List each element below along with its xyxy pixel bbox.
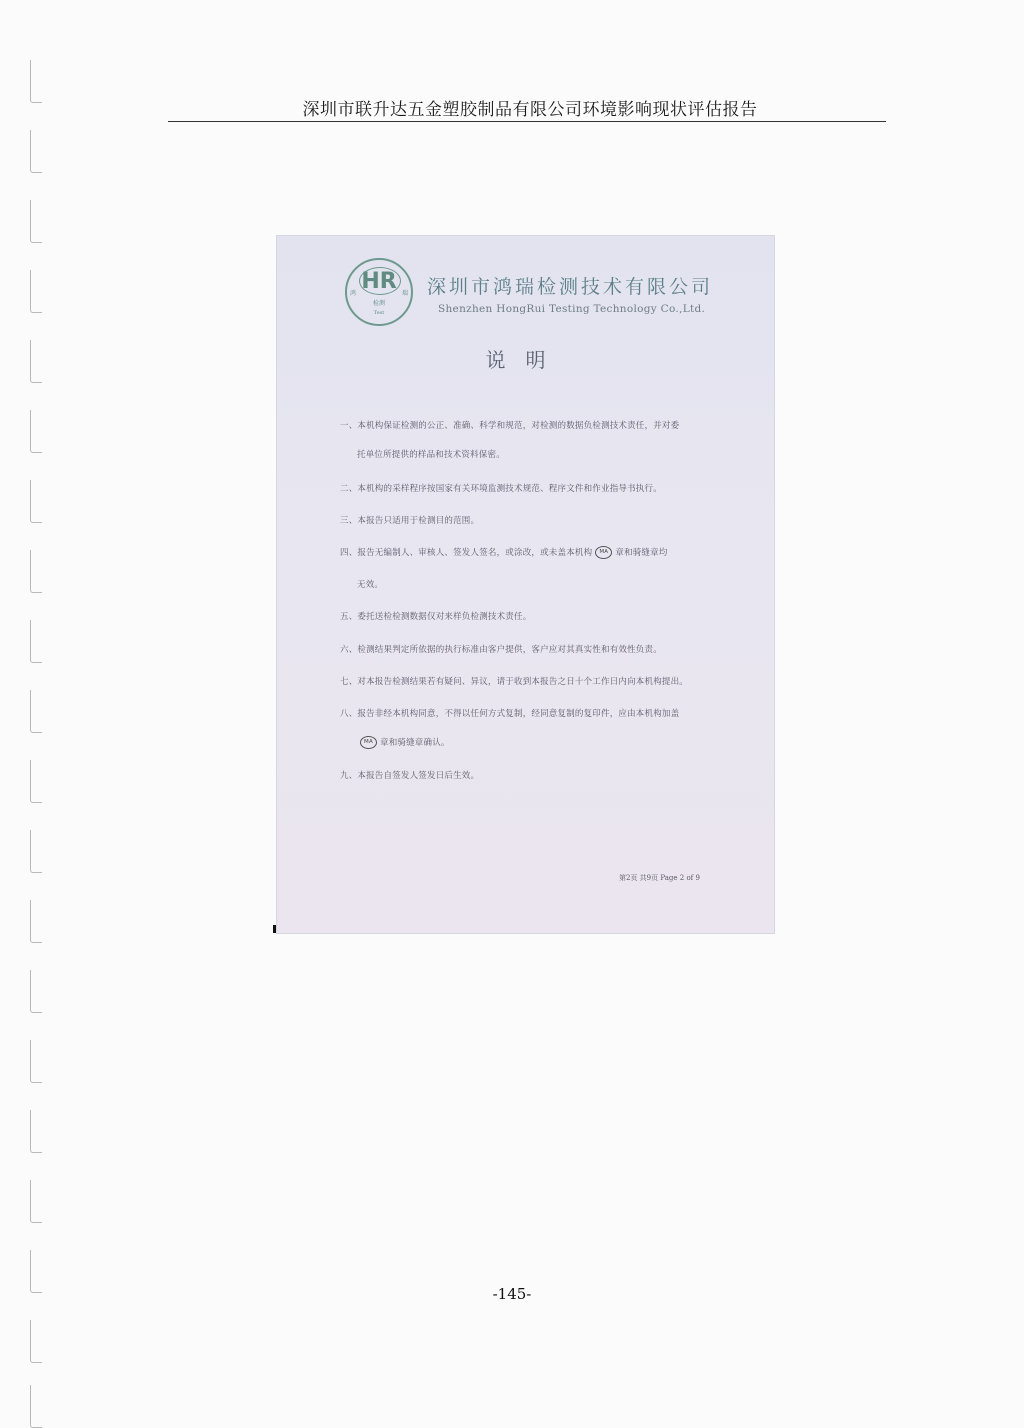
statement-line: 无效。: [357, 580, 384, 590]
logo-tiny: Test: [373, 310, 385, 316]
binding-hole: [30, 200, 42, 243]
page-number: -145-: [492, 1285, 532, 1303]
scan-page-reference: 第2页 共9页 Page 2 of 9: [619, 874, 700, 882]
logo-text: HR: [361, 269, 397, 294]
binding-hole: [30, 830, 42, 873]
statement-line: 二、本机构的采样程序按国家有关环境监测技术规范、程序文件和作业指导书执行。: [340, 484, 662, 494]
binding-hole: [30, 1385, 42, 1428]
statement-line: 九、本报告自签发人签发日后生效。: [340, 771, 480, 781]
binding-hole: [30, 270, 42, 313]
binding-hole: [30, 1320, 42, 1363]
statement-line-8-cont-text: 章和骑缝章确认。: [380, 738, 450, 748]
binding-hole: [30, 1180, 42, 1223]
statement-line: 托单位所提供的样品和技术资料保密。: [357, 450, 505, 460]
statement-line-8-cont: [357, 736, 450, 749]
statement-line-4: [340, 546, 668, 559]
company-name-cn: 深圳市鸿瑞检测技术有限公司: [427, 276, 714, 298]
binding-hole: [30, 340, 42, 383]
binding-hole: [30, 410, 42, 453]
binding-hole: [30, 970, 42, 1013]
binding-hole: [30, 1040, 42, 1083]
statement-line: 七、对本报告检测结果若有疑问、异议，请于收到本报告之日十个工作日内向本机构提出。: [340, 677, 689, 687]
logo-side-right: 瑞: [401, 290, 408, 297]
binding-hole: [30, 620, 42, 663]
binding-hole: [30, 480, 42, 523]
statement-title: 说明: [485, 348, 566, 372]
cma-mark-icon: MA: [595, 546, 612, 559]
binding-holes: [30, 0, 46, 1427]
binding-hole: [30, 690, 42, 733]
scanned-statement-page: [277, 236, 774, 933]
binding-hole: [30, 130, 42, 173]
scan-edge-mark: [273, 925, 276, 933]
statement-line: 一、本机构保证检测的公正、准确、科学和规范，对检测的数据负检测技术责任，并对委: [340, 421, 680, 431]
binding-hole: [30, 60, 42, 103]
logo-sub: 检测: [372, 300, 385, 307]
cma-mark-icon: MA: [360, 736, 377, 749]
statement-line: 三、本报告只适用于检测目的范围。: [340, 516, 480, 526]
binding-hole: [30, 900, 42, 943]
statement-line: 六、检测结果判定所依据的执行标准由客户提供，客户应对其真实性和有效性负责。: [340, 645, 662, 655]
hr-testing-logo: [345, 258, 413, 326]
statement-line: 八、报告非经本机构同意，不得以任何方式复制，经同意复制的复印件，应由本机构加盖: [340, 709, 680, 719]
binding-hole: [30, 760, 42, 803]
logo-side-left: 鸿: [350, 290, 357, 297]
company-name-en: Shenzhen HongRui Testing Technology Co.,Ltd.: [438, 303, 706, 315]
statement-line: 五、委托送检检测数据仅对来样负检测技术责任。: [340, 612, 532, 622]
binding-hole: [30, 1110, 42, 1153]
statement-line-4-prefix: 四、报告无编制人、审核人、签发人签名，或涂改，或未盖本机构: [340, 548, 593, 558]
header-rule: [168, 121, 886, 122]
page-header: 深圳市联升达五金塑胶制品有限公司环境影响现状评估报告: [302, 100, 758, 120]
statement-line-4-suffix: 章和骑缝章均: [615, 548, 668, 558]
binding-hole: [30, 550, 42, 593]
